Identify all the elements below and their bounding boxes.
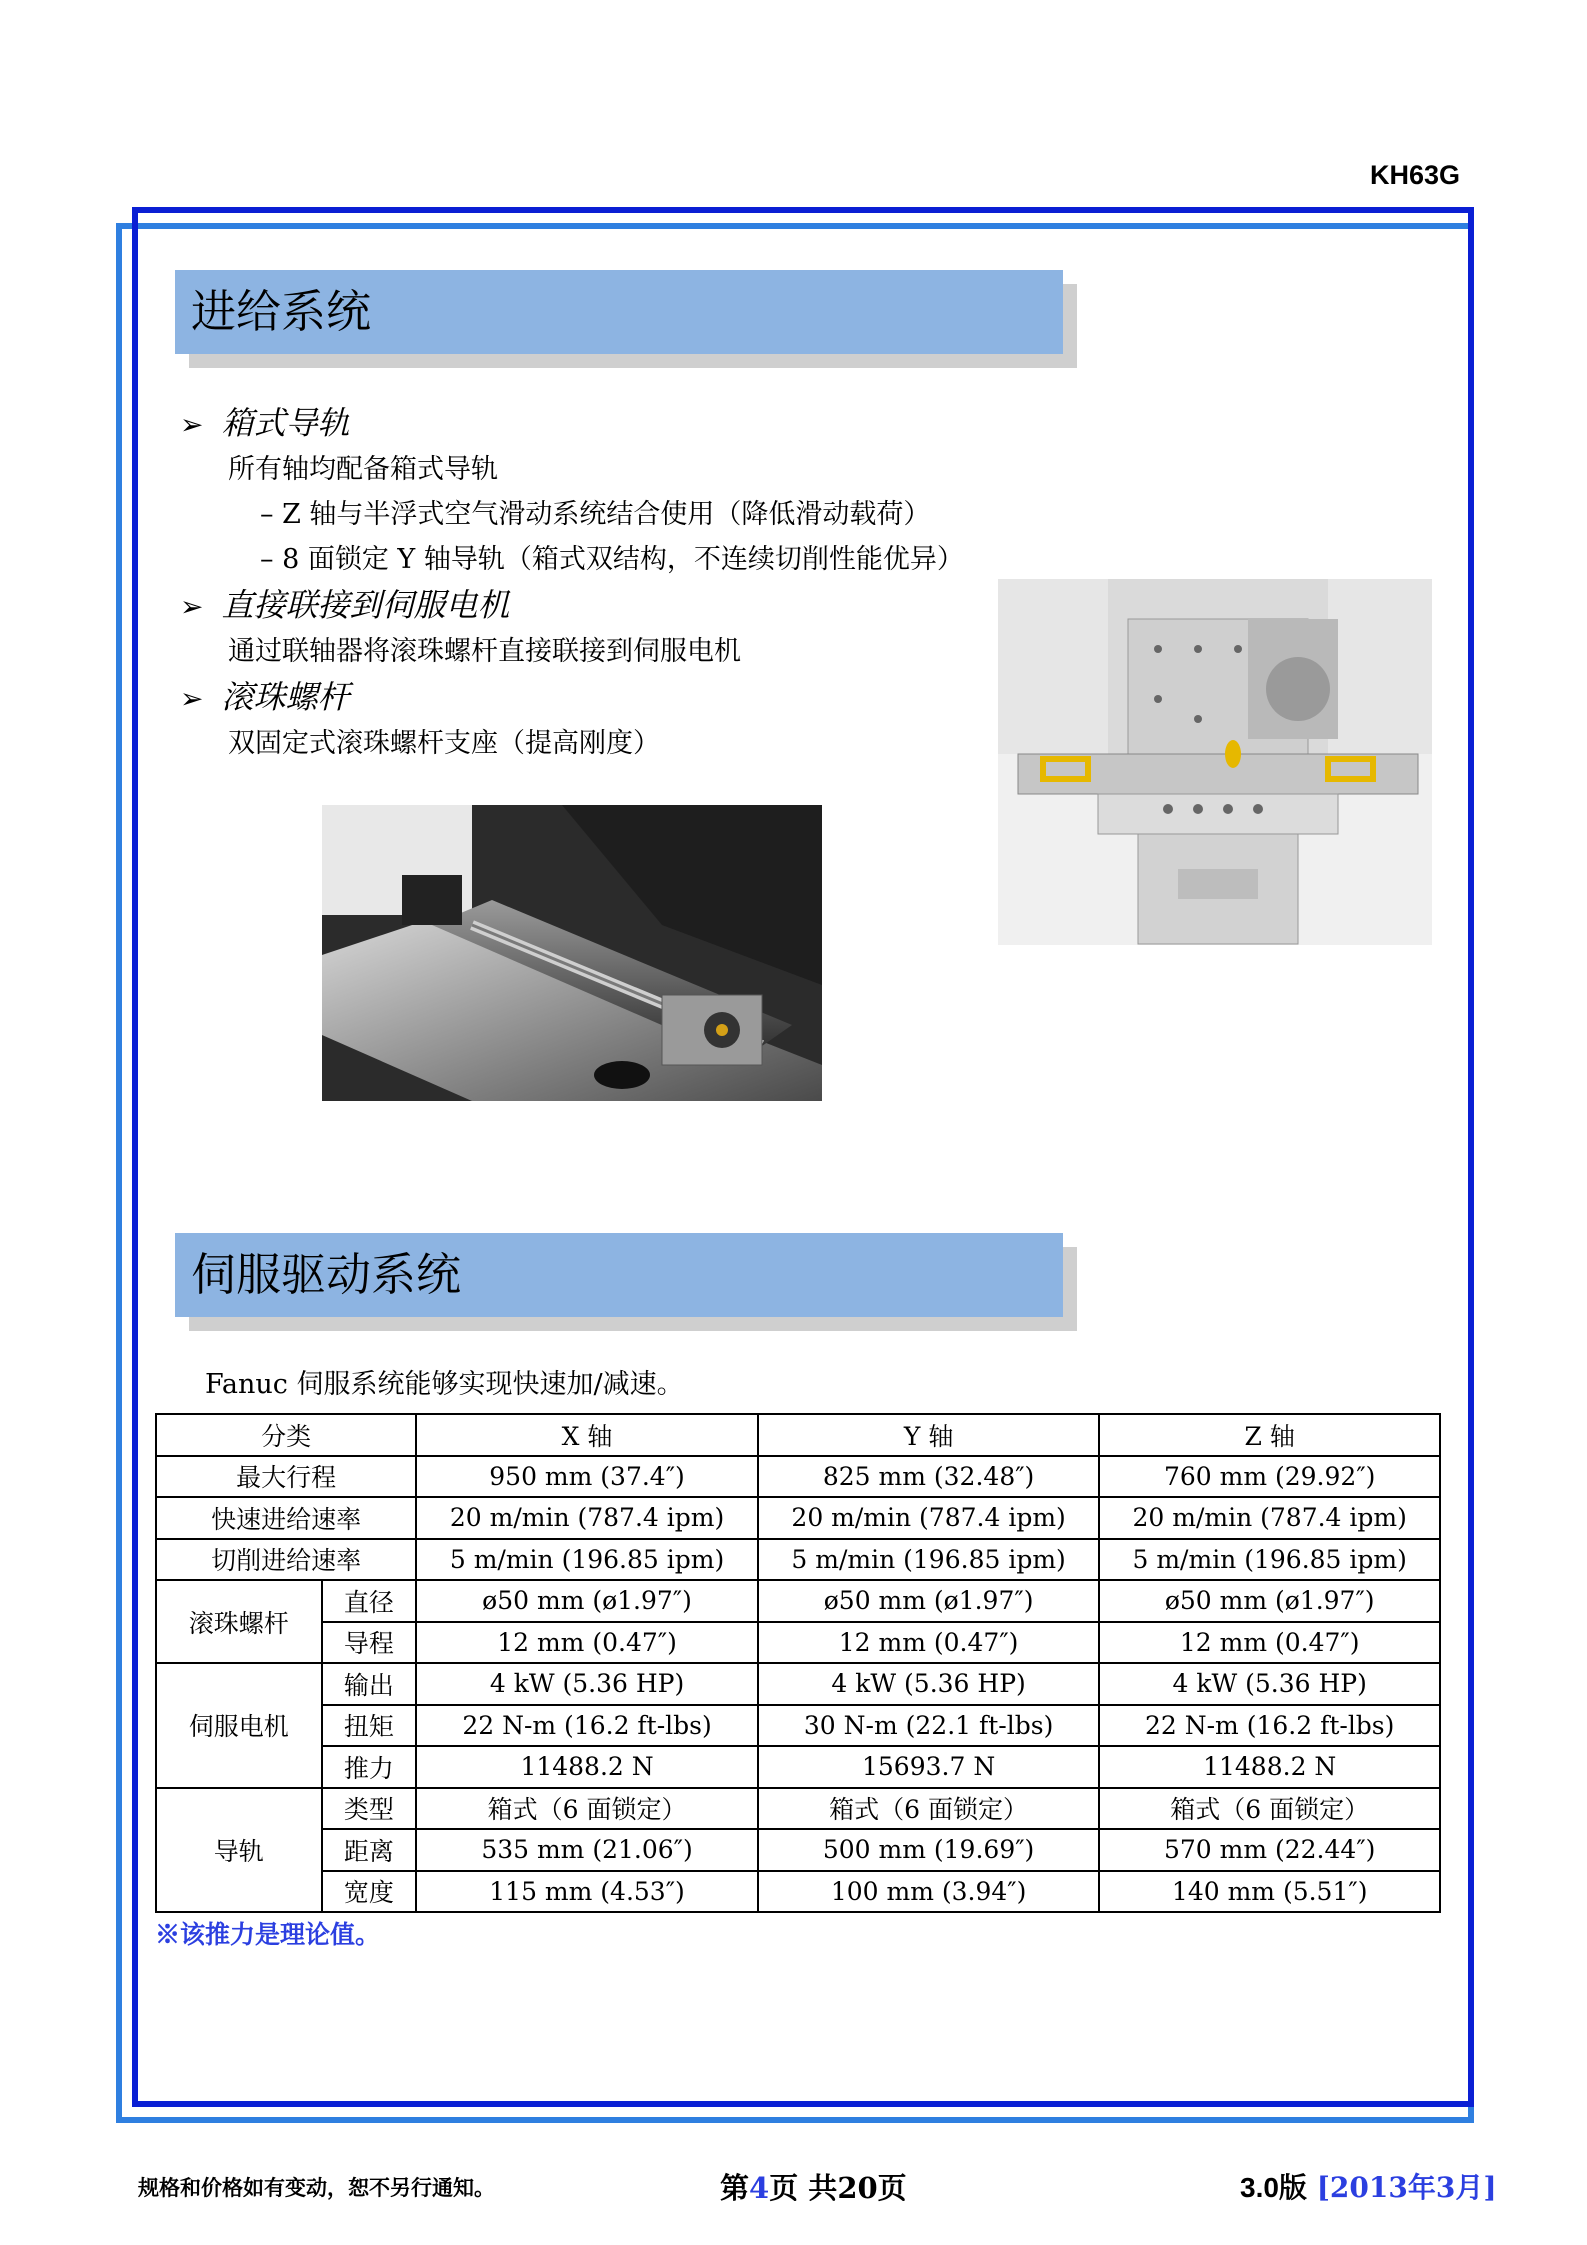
table-cell: 535 mm (21.06″) bbox=[416, 1829, 758, 1871]
table-cell: 100 mm (3.94″) bbox=[758, 1871, 1100, 1913]
bullet-box-guideway bbox=[180, 398, 349, 444]
table-row bbox=[156, 1539, 1440, 1581]
table-cell: 5 m/min (196.85 ipm) bbox=[416, 1539, 758, 1581]
group-label: 导轨 bbox=[156, 1788, 322, 1913]
row-sublabel: 宽度 bbox=[322, 1871, 417, 1913]
table-cell: ø50 mm (ø1.97″) bbox=[416, 1580, 758, 1622]
table-cell: 20 m/min (787.4 ipm) bbox=[416, 1497, 758, 1539]
bullet-text: 所有轴均配备箱式导轨 bbox=[228, 454, 498, 485]
bullet-text: 通过联轴器将滚珠螺杆直接联接到伺服电机 bbox=[228, 636, 741, 667]
row-label: 快速进给速率 bbox=[156, 1497, 416, 1539]
page-total: 20 bbox=[837, 2171, 878, 2205]
arrow-bullet-icon: ➢ bbox=[180, 408, 204, 441]
table-cell: 5 m/min (196.85 ipm) bbox=[1099, 1539, 1440, 1581]
table-cell: 570 mm (22.44″) bbox=[1099, 1829, 1440, 1871]
table-header-row bbox=[156, 1414, 1440, 1456]
table-cell: 11488.2 N bbox=[416, 1746, 758, 1788]
row-sublabel: 距离 bbox=[322, 1829, 417, 1871]
table-cell: 20 m/min (787.4 ipm) bbox=[1099, 1497, 1440, 1539]
table-row bbox=[156, 1705, 1440, 1747]
table-row bbox=[156, 1580, 1440, 1622]
footer-version bbox=[1240, 2166, 1497, 2206]
row-label: 切削进给速率 bbox=[156, 1539, 416, 1581]
table-cell: 12 mm (0.47″) bbox=[416, 1622, 758, 1664]
table-row bbox=[156, 1871, 1440, 1913]
row-sublabel: 直径 bbox=[322, 1580, 417, 1622]
table-cell: 22 N-m (16.2 ft-lbs) bbox=[416, 1705, 758, 1747]
table-row bbox=[156, 1663, 1440, 1705]
bullet-title: 直接联接到伺服电机 bbox=[221, 586, 510, 624]
section-title-servo-drive: 伺服驱动系统 bbox=[175, 1233, 1063, 1317]
group-label: 滚珠螺杆 bbox=[156, 1580, 322, 1663]
table-header-cell: Z 轴 bbox=[1099, 1414, 1440, 1456]
table-header-cell: 分类 bbox=[156, 1414, 416, 1456]
table-cell: 4 kW (5.36 HP) bbox=[758, 1663, 1100, 1705]
version-label: 3.0版 bbox=[1240, 2172, 1307, 2203]
version-date: [2013年3月] bbox=[1316, 2171, 1497, 2204]
footer-disclaimer: 规格和价格如有变动，恕不另行通知。 bbox=[138, 2175, 495, 2200]
table-cell: 950 mm (37.4″) bbox=[416, 1456, 758, 1498]
table-header-cell: X 轴 bbox=[416, 1414, 758, 1456]
table-cell: 4 kW (5.36 HP) bbox=[1099, 1663, 1440, 1705]
page-mid: 页 共 bbox=[769, 2171, 838, 2205]
table-header-cell: Y 轴 bbox=[758, 1414, 1100, 1456]
table-cell: 11488.2 N bbox=[1099, 1746, 1440, 1788]
table-cell: 12 mm (0.47″) bbox=[758, 1622, 1100, 1664]
table-cell: 4 kW (5.36 HP) bbox=[416, 1663, 758, 1705]
table-cell: 12 mm (0.47″) bbox=[1099, 1622, 1440, 1664]
bullet-direct-coupling bbox=[180, 580, 509, 626]
table-row bbox=[156, 1622, 1440, 1664]
page-prefix: 第 bbox=[720, 2171, 750, 2205]
table-row bbox=[156, 1829, 1440, 1871]
table-cell: 760 mm (29.92″) bbox=[1099, 1456, 1440, 1498]
table-cell: 22 N-m (16.2 ft-lbs) bbox=[1099, 1705, 1440, 1747]
table-cell: 20 m/min (787.4 ipm) bbox=[758, 1497, 1100, 1539]
table-row bbox=[156, 1456, 1440, 1498]
row-sublabel: 输出 bbox=[322, 1663, 417, 1705]
table-cell: ø50 mm (ø1.97″) bbox=[1099, 1580, 1440, 1622]
row-sublabel: 导程 bbox=[322, 1622, 417, 1664]
arrow-bullet-icon: ➢ bbox=[180, 682, 204, 715]
ball-screw-photo bbox=[322, 805, 822, 1101]
model-number: KH63G bbox=[1369, 160, 1460, 190]
sub-bullet-text: – 8 面锁定 Y 轴导轨（箱式双结构，不连续切削性能优异） bbox=[260, 544, 964, 575]
footer-page-number bbox=[720, 2166, 907, 2207]
bullet-title: 箱式导轨 bbox=[221, 404, 350, 442]
bullet-text: 双固定式滚珠螺杆支座（提高刚度） bbox=[228, 728, 660, 759]
servo-intro-text: Fanuc 伺服系统能够实现快速加/减速。 bbox=[205, 1369, 684, 1400]
guideway-section-photo bbox=[998, 579, 1432, 945]
table-row bbox=[156, 1497, 1440, 1539]
row-label: 最大行程 bbox=[156, 1456, 416, 1498]
table-cell: ø50 mm (ø1.97″) bbox=[758, 1580, 1100, 1622]
table-cell: 140 mm (5.51″) bbox=[1099, 1871, 1440, 1913]
table-cell: 15693.7 N bbox=[758, 1746, 1100, 1788]
section-title-feed-system: 进给系统 bbox=[175, 270, 1063, 354]
sub-bullet-text: – Z 轴与半浮式空气滑动系统结合使用（降低滑动载荷） bbox=[260, 499, 931, 530]
servo-spec-table bbox=[155, 1413, 1441, 1913]
table-cell: 115 mm (4.53″) bbox=[416, 1871, 758, 1913]
table-cell: 30 N-m (22.1 ft-lbs) bbox=[758, 1705, 1100, 1747]
page-current: 4 bbox=[749, 2171, 770, 2205]
page-suffix: 页 bbox=[877, 2171, 907, 2205]
table-cell: 825 mm (32.48″) bbox=[758, 1456, 1100, 1498]
table-cell: 箱式（6 面锁定） bbox=[416, 1788, 758, 1830]
table-cell: 5 m/min (196.85 ipm) bbox=[758, 1539, 1100, 1581]
row-sublabel: 类型 bbox=[322, 1788, 417, 1830]
thrust-footnote: ※该推力是理论值。 bbox=[155, 1920, 381, 1949]
bullet-ball-screw bbox=[180, 672, 349, 718]
bullet-title: 滚珠螺杆 bbox=[221, 678, 350, 716]
row-sublabel: 扭矩 bbox=[322, 1705, 417, 1747]
row-sublabel: 推力 bbox=[322, 1746, 417, 1788]
table-row bbox=[156, 1788, 1440, 1830]
arrow-bullet-icon: ➢ bbox=[180, 590, 204, 623]
table-cell: 箱式（6 面锁定） bbox=[1099, 1788, 1440, 1830]
group-label: 伺服电机 bbox=[156, 1663, 322, 1788]
table-cell: 500 mm (19.69″) bbox=[758, 1829, 1100, 1871]
table-cell: 箱式（6 面锁定） bbox=[758, 1788, 1100, 1830]
table-row bbox=[156, 1746, 1440, 1788]
